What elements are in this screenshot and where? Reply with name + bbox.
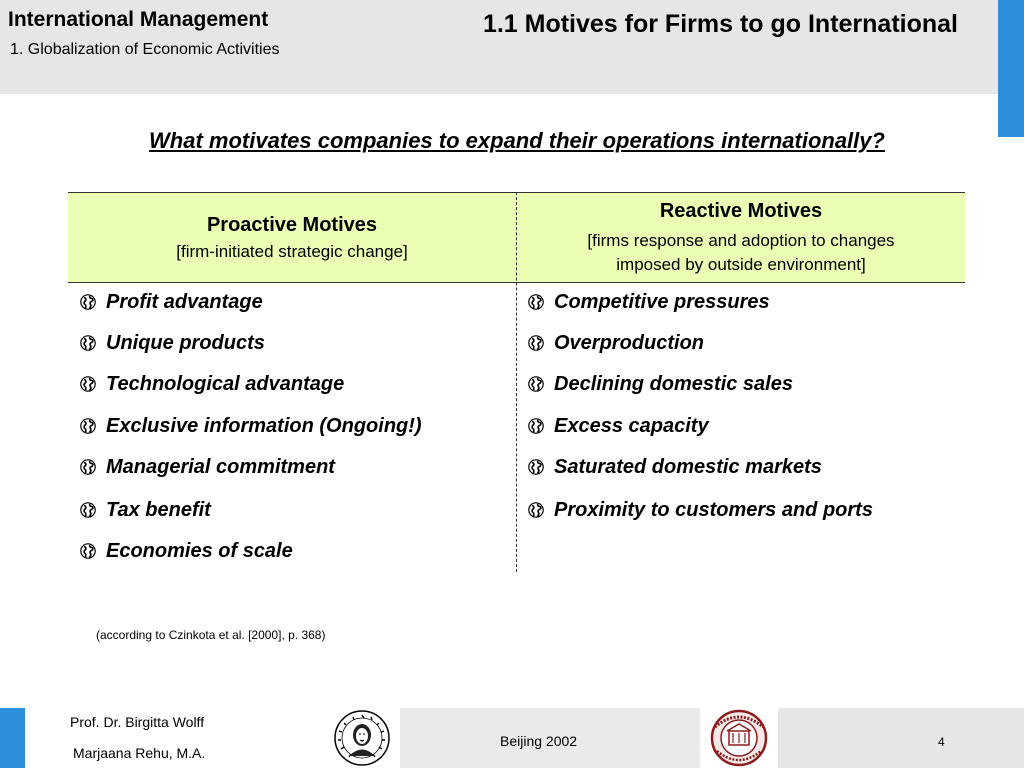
- proactive-item: [80, 497, 211, 523]
- header-accent-bar: [998, 0, 1024, 137]
- header-bar: [0, 0, 998, 94]
- globe-icon: [80, 459, 96, 475]
- reactive-item-label: Saturated domestic markets: [554, 455, 822, 478]
- reactive-item: [528, 371, 793, 397]
- proactive-header: [68, 193, 516, 283]
- globe-icon: [80, 502, 96, 518]
- footer-accent-bar: [0, 708, 25, 768]
- reactive-item-label: Overproduction: [554, 331, 705, 354]
- globe-icon: [528, 418, 544, 434]
- page-number: 4: [938, 735, 945, 749]
- proactive-item-label: Economies of scale: [106, 539, 293, 562]
- globe-icon: [528, 294, 544, 310]
- globe-icon: [80, 543, 96, 559]
- globe-icon: [80, 294, 96, 310]
- author-name-2: Marjaana Rehu, M.A.: [73, 745, 206, 761]
- motives-table: [68, 192, 965, 572]
- citation: (according to Czinkota et al. [2000], p. 368): [96, 628, 326, 642]
- globe-icon: [528, 376, 544, 392]
- reactive-item-label: Competitive pressures: [554, 290, 770, 313]
- column-divider: [516, 192, 517, 572]
- globe-icon: [528, 335, 544, 351]
- reactive-subtitle: [587, 229, 894, 277]
- reactive-subtitle-line-2: imposed by outside environment]: [616, 255, 866, 274]
- author-name-1: Prof. Dr. Birgitta Wolff: [70, 714, 205, 730]
- reactive-item: [528, 413, 709, 439]
- seal-portrait-icon: [327, 709, 397, 767]
- proactive-title: Proactive Motives: [206, 213, 378, 236]
- reactive-item-label: Proximity to customers and ports: [554, 498, 873, 521]
- reactive-item: [528, 454, 822, 480]
- footer-place-year: Beijing 2002: [500, 733, 578, 749]
- proactive-item-label: Technological advantage: [106, 372, 345, 395]
- proactive-item-label: Exclusive information (Ongoing!): [106, 414, 422, 437]
- globe-icon: [80, 376, 96, 392]
- reactive-title: Reactive Motives: [659, 200, 823, 222]
- proactive-item: [80, 330, 265, 356]
- university-seal-logo: [323, 708, 400, 768]
- course-title: International Management: [8, 8, 269, 31]
- slide-title: 1.1 Motives for Firms to go International: [482, 10, 958, 38]
- proactive-subtitle: [firm-initiated strategic change]: [176, 241, 408, 261]
- proactive-item-label: Tax benefit: [106, 498, 211, 521]
- reactive-item-label: Excess capacity: [554, 414, 709, 437]
- course-subtitle: 1. Globalization of Economic Activities: [10, 41, 280, 58]
- footer-bar: [0, 708, 1024, 768]
- proactive-item: [80, 413, 422, 439]
- question-heading: What motivates companies to expand their operations internationally?: [149, 128, 885, 153]
- reactive-item: [528, 330, 704, 356]
- globe-icon: [80, 335, 96, 351]
- globe-icon: [80, 418, 96, 434]
- proactive-item: [80, 538, 293, 564]
- reactive-subtitle-line-1: [firms response and adoption to changes: [587, 231, 895, 250]
- proactive-item: [80, 454, 335, 480]
- beijing-normal-university-logo: [700, 708, 778, 768]
- globe-icon: [528, 502, 544, 518]
- university-seal-icon: [703, 709, 775, 767]
- reactive-header: [517, 193, 965, 283]
- proactive-item: [80, 371, 344, 397]
- proactive-item-label: Unique products: [106, 331, 265, 354]
- proactive-item: [80, 289, 263, 315]
- globe-icon: [528, 459, 544, 475]
- proactive-item-label: Managerial commitment: [106, 455, 335, 478]
- reactive-item-label: Declining domestic sales: [554, 372, 793, 395]
- reactive-item: [528, 289, 770, 315]
- proactive-item-label: Profit advantage: [106, 290, 263, 313]
- reactive-item: [528, 497, 873, 523]
